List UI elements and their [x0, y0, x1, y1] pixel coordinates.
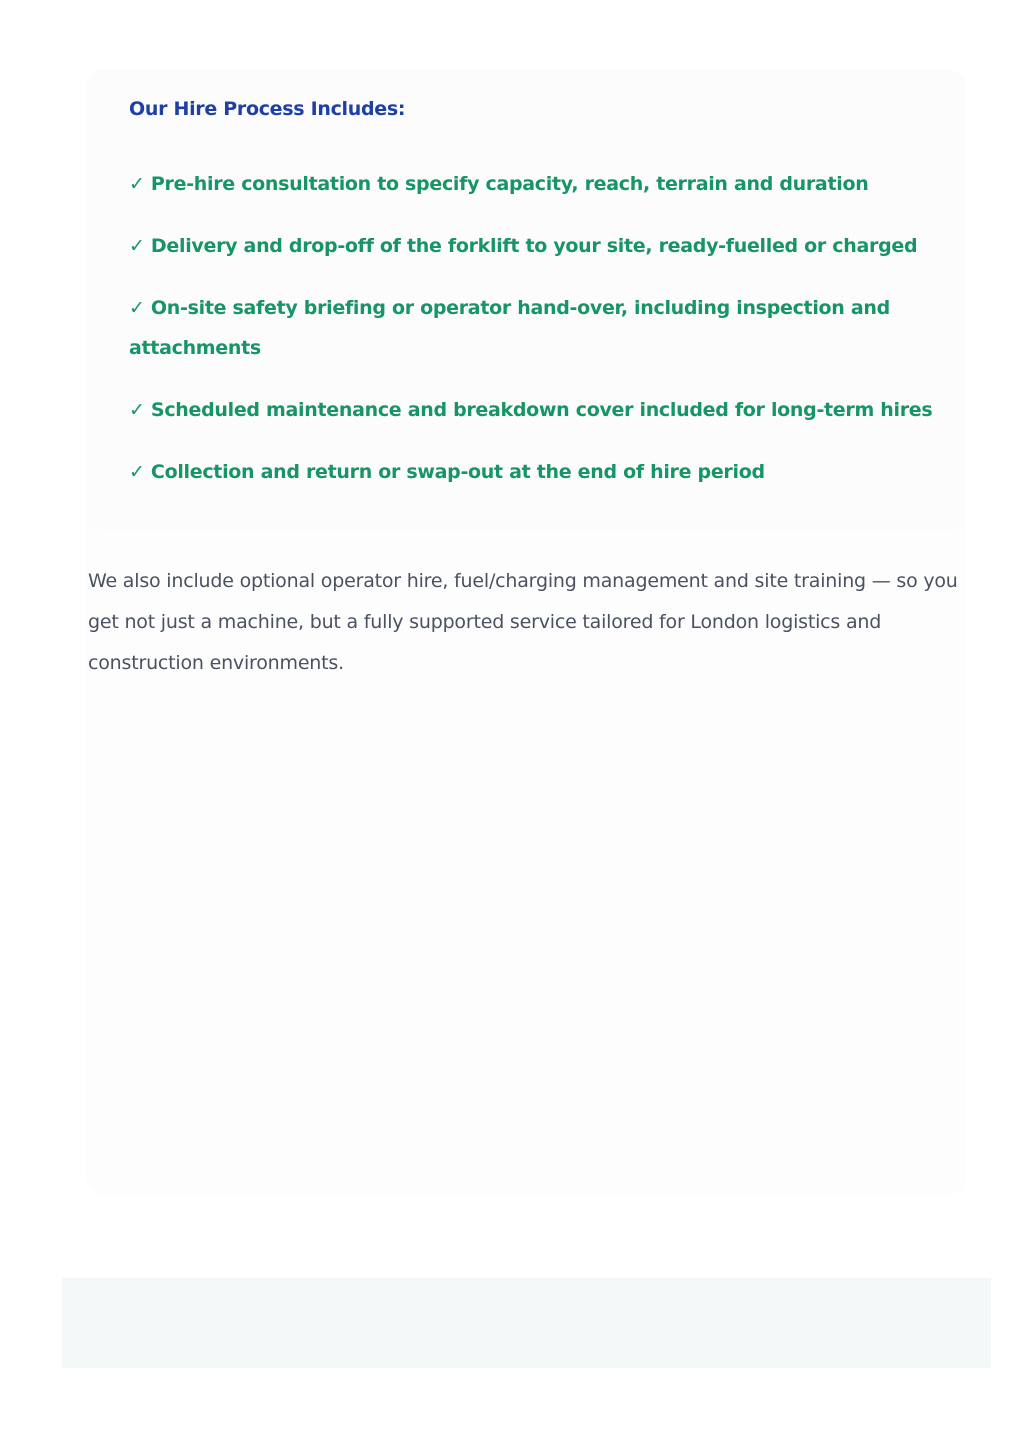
list-item: ✓ On-site safety briefing or operator hand-over, including inspection and attachments [129, 297, 890, 359]
hire-process-list [129, 164, 949, 514]
list-item: ✓ Collection and return or swap-out at the end of hire period [129, 461, 765, 483]
list-item: ✓ Delivery and drop-off of the forklift to your site, ready-fuelled or charged [129, 235, 918, 257]
description-paragraph: We also include optional operator hire, fuel/charging management and site training — so you get not just a machine, but a fully supported service tailored for London logistics and construction environments. [88, 570, 958, 674]
footer-band [62, 1278, 991, 1368]
hire-process-heading: Our Hire Process Includes: [129, 98, 406, 120]
list-item: ✓ Pre-hire consultation to specify capacity, reach, terrain and duration [129, 173, 869, 195]
list-item: ✓ Scheduled maintenance and breakdown cover included for long-term hires [129, 399, 933, 421]
